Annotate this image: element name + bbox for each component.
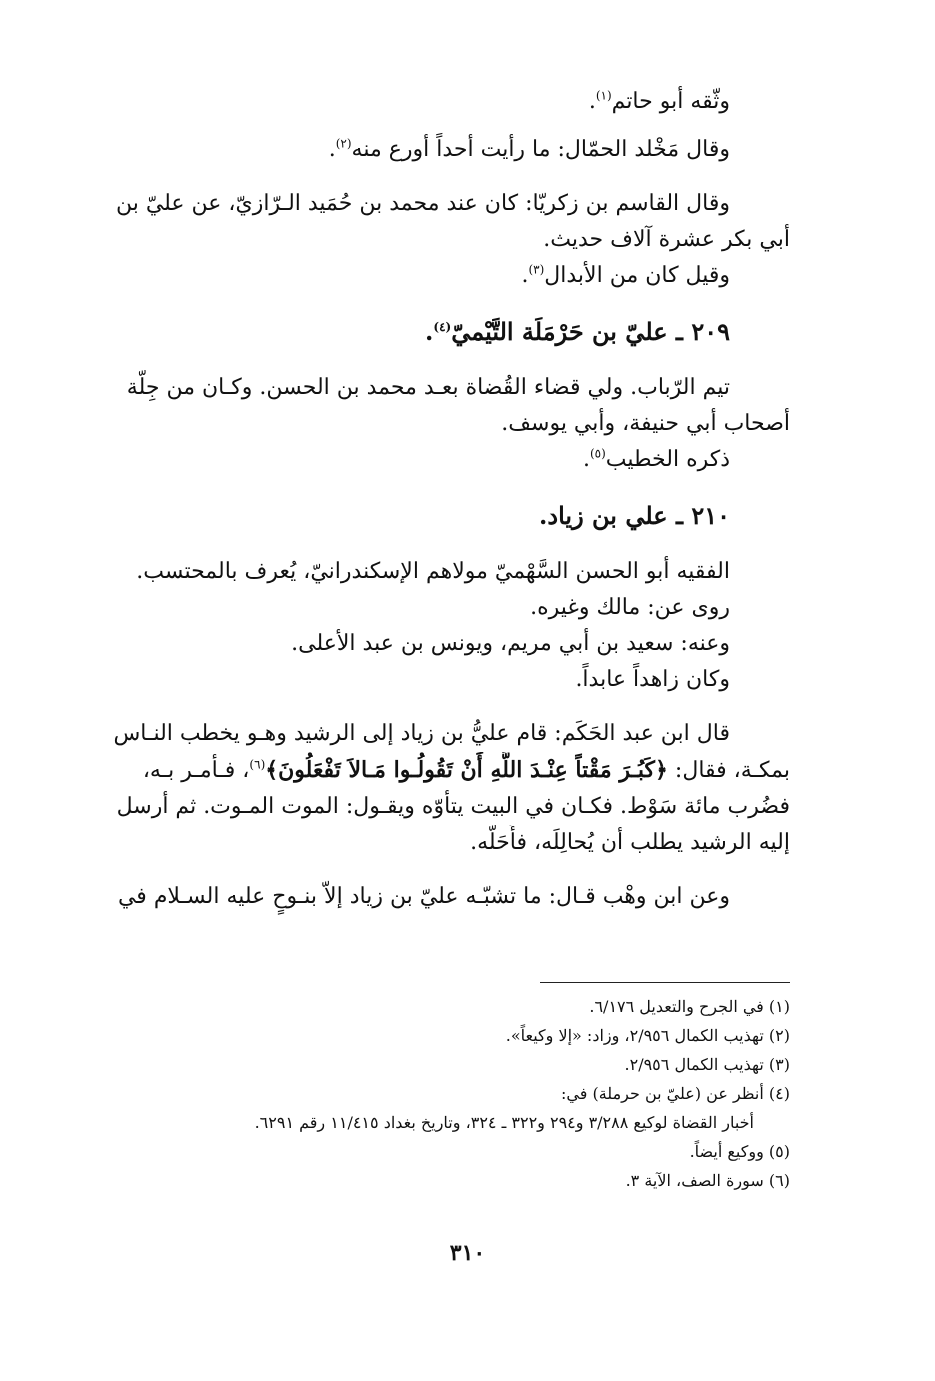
footnote-1: (١) في الجرح والتعديل ٦/١٧٦.	[589, 997, 790, 1016]
footnote-ref[interactable]: (٦)	[249, 757, 266, 772]
footnote-2: (٢) تهذيب الكمال ٢/٩٥٦، وزاد: «إلا وكيعاً».	[505, 1026, 790, 1045]
text-line: وعن ابن وهْب قـال: ما تشبّـه عليّ بن زياد إلاّ بنـوحٍ عليه السـلام في	[117, 884, 730, 909]
footnote-4-continuation: أخبار القضاة لوكيع ٣/٢٨٨ و٢٩٤ و٣٢٢ ـ ٣٢٤، وتاريخ بغداد ١١/٤١٥ رقم ٦٢٩١.	[254, 1113, 754, 1132]
footnotes	[120, 992, 790, 1195]
footnote-3: (٣) تهذيب الكمال ٢/٩٥٦.	[624, 1055, 790, 1074]
footnote-divider	[540, 982, 790, 983]
page-number: ٣١٠	[449, 1240, 486, 1266]
text-line: أصحاب أبي حنيفة، وأبي يوسف.	[501, 411, 790, 436]
page-body	[100, 84, 790, 915]
footnote-ref[interactable]: (٢)	[335, 136, 352, 151]
text-line: روى عن: مالك وغيره.	[530, 595, 730, 620]
text-line: وعنه: سعيد بن أبي مريم، ويونس بن عبد الأعلى.	[291, 631, 730, 656]
entry-heading-210: ٢١٠ ـ علي بن زياد.	[539, 501, 730, 530]
footnote-ref[interactable]: (٥)	[589, 446, 606, 461]
text-line: وقال القاسم بن زكريّا: كان عند محمد بن حُمَيد الـرّازيّ، عن عليّ بن	[115, 191, 730, 216]
quran-verse: ﴿كَبُـرَ مَقْتاً عِنْـدَ اللَّهِ أَنْ تَقُولُـوا مَـالاَ تَفْعَلُونَ﴾	[265, 757, 668, 783]
text-line: ذكره الخطيب$^{(٥)}$.	[582, 446, 730, 472]
text-line: أبي بكر عشرة آلاف حديث.	[543, 227, 790, 252]
footnote-5: (٥) ووكيع أيضاً.	[689, 1142, 790, 1161]
text-line: وثّقه أبو حاتم$^{(١)}$.	[588, 88, 730, 114]
footnote-6: (٦) سورة الصف، الآية ٣.	[625, 1171, 790, 1190]
text-line: بمكـة، فقال: ﴿كَبُـرَ مَقْتاً عِنْـدَ اللَّهِ أَنْ تَقُولُـوا مَـالاَ تَفْعَلُونَ﴾$^{(٦)}$، فـأمـر بـه،	[142, 757, 790, 783]
footnote-ref[interactable]: (١)	[595, 88, 612, 103]
text-line: فضُرب مائة سَوْط. فكـان في البيت يتأوّه ويقـول: الموت المـوت. ثم أرسل	[116, 794, 790, 819]
footnote-ref[interactable]: (٤)	[433, 320, 452, 334]
text-line: وكان زاهداً عابداً.	[575, 667, 730, 692]
text-line: قال ابن عبد الحَكَم: قام عليُّ بن زياد إلى الرشيد وهـو يخطب النـاس	[113, 721, 730, 746]
entry-heading-209: ٢٠٩ ـ عليّ بن حَرْمَلَة التَّيْميّ$^{(٤)}$.	[425, 317, 730, 346]
text-line: وقيل كان من الأبدال$^{(٣)}$.	[521, 262, 730, 288]
text-line: الفقيه أبو الحسن السَّهْميّ مولاهم الإسكندرانيّ، يُعرف بالمحتسب.	[136, 559, 730, 584]
footnote-4: (٤) أنظر عن (عليّ بن حرملة) في:	[560, 1084, 790, 1103]
text-line: وقال مَخْلد الحمّال: ما رأيت أحداً أورع منه$^{(٢)}$.	[328, 136, 730, 162]
text-line: تيم الرّباب. ولي قضاء القُضاة بعـد محمد بن الحسن. وكـان من جِلّة	[126, 375, 730, 400]
footnote-ref[interactable]: (٣)	[528, 262, 545, 277]
text-line: إليه الرشيد يطلب أن يُحالِلَه، فأَحَلّه.	[470, 830, 790, 855]
